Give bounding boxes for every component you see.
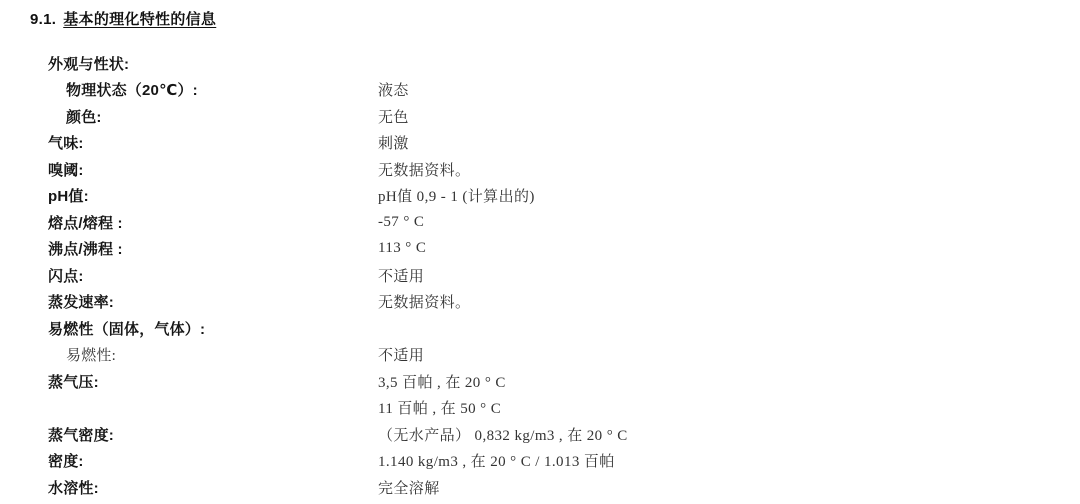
property-label: 嗅阈: [48,161,84,179]
property-value: -57 ° C [378,213,425,230]
row-vapor-density [0,421,1080,448]
property-value: 液态 [378,83,409,100]
property-label: 物理状态（20℃）: [66,82,198,100]
property-value: 113 ° C [378,240,427,257]
property-value: 11 百帕 , 在 50 ° C [378,401,502,418]
property-value: 无数据资料。 [378,295,471,312]
section-title: 基本的理化特性的信息 [63,11,217,28]
property-label: 外观与性状: [48,55,130,73]
property-label: 颜色: [66,108,102,126]
row-evaporation-rate [0,289,1080,316]
row-flammability [0,342,1080,369]
property-value: 完全溶解 [378,480,440,497]
property-label: 易燃性: [66,348,116,365]
property-value: 无数据资料。 [378,162,471,179]
row-water-solubility [0,474,1080,501]
row-vapor-pressure-2 [0,395,1080,422]
property-label: 闪点: [48,267,84,285]
row-flammability-header [0,315,1080,342]
property-label: pH值: [48,188,89,206]
property-label: 气味: [48,135,84,153]
property-label: 沸点/沸程 : [48,241,123,259]
property-value: （无水产品） 0,832 kg/m3 , 在 20 ° C [378,427,628,444]
section-number: 9.1. [30,11,57,28]
property-label: 蒸气压: [48,373,99,391]
property-value: 不适用 [378,268,425,285]
document-page [0,8,1080,504]
row-color [0,103,1080,130]
property-value: 刺激 [378,136,409,153]
property-label: 易燃性（固体，气体）: [48,320,206,338]
property-value: 无色 [378,109,409,126]
property-label: 蒸气密度: [48,426,114,444]
row-ph [0,183,1080,210]
row-vapor-pressure [0,368,1080,395]
row-flash-point [0,262,1080,289]
property-value: 3,5 百帕 , 在 20 ° C [378,374,506,391]
row-odor-threshold [0,156,1080,183]
property-label: 水溶性: [48,479,99,497]
property-value: pH值 0,9 - 1 (计算出的) [378,189,535,206]
property-label: 蒸发速率: [48,294,114,312]
property-label: 熔点/熔程 : [48,214,123,232]
property-value: 不适用 [378,348,425,365]
property-value: 1.140 kg/m3 , 在 20 ° C / 1.013 百帕 [378,454,615,471]
row-physical-state [0,77,1080,104]
row-boiling-point [0,236,1080,263]
properties-list [0,50,1080,501]
row-density [0,448,1080,475]
row-appearance [0,50,1080,77]
property-label: 密度: [48,453,84,471]
section-heading [30,8,1080,29]
row-odor [0,130,1080,157]
row-melting-point [0,209,1080,236]
